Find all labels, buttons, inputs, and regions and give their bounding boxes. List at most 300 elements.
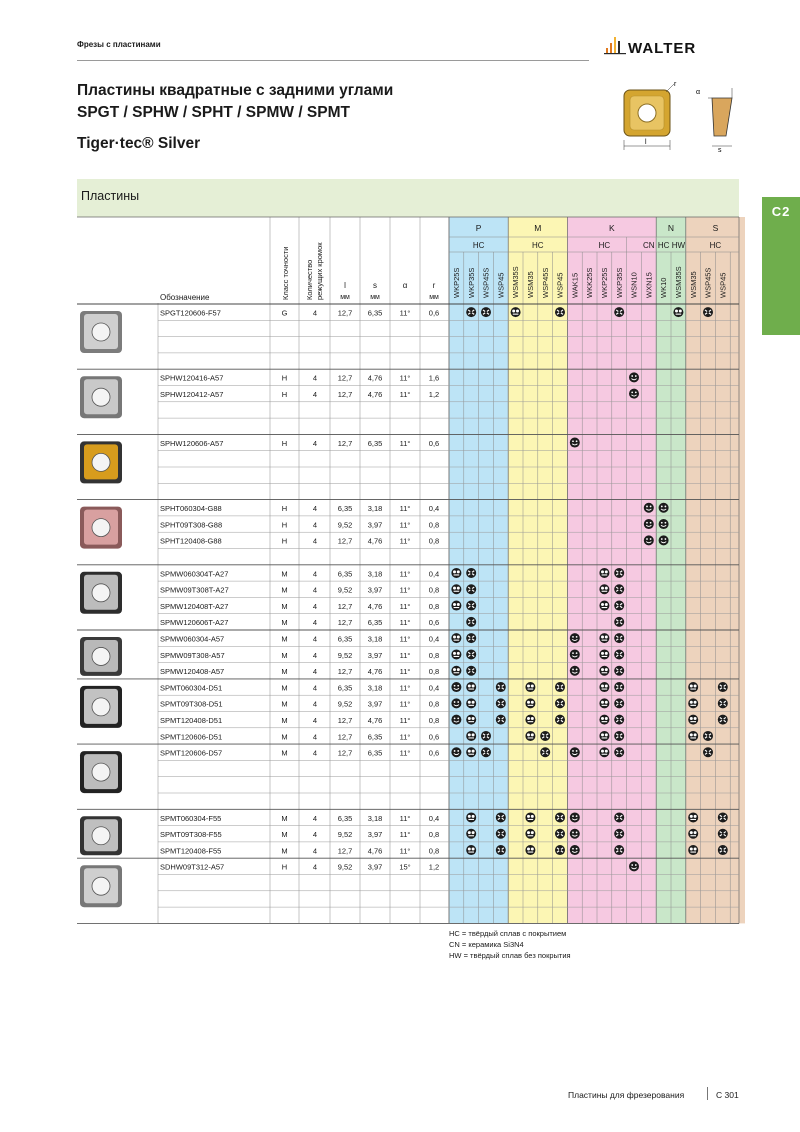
l-cell: 12,7 xyxy=(337,438,353,448)
recommendation-swirl-icon xyxy=(614,812,624,822)
edges-cell: 4 xyxy=(312,716,318,725)
recommendation-double-icon xyxy=(599,731,609,741)
r-cell: 0,8 xyxy=(428,536,440,546)
class-cell: M xyxy=(281,846,288,856)
designation-cell: SPHT120408-G88 xyxy=(160,536,222,546)
group-label-K: K xyxy=(608,223,615,233)
a-cell: 11° xyxy=(399,650,411,660)
recommendation-double-icon xyxy=(599,747,609,757)
class-cell: H xyxy=(281,438,288,448)
edges-cell: 4 xyxy=(312,667,318,677)
l-cell: 9,52 xyxy=(337,585,353,595)
recommendation-double-icon xyxy=(525,698,535,708)
column-header-edges: Количество xyxy=(305,259,314,300)
class-cell: H xyxy=(281,536,288,546)
l-cell: 6,35 xyxy=(337,813,353,823)
designation-cell: SPMT060304-F55 xyxy=(160,813,222,823)
section-title: Фрезы с пластинами xyxy=(77,40,161,49)
grade-label: WSM35S xyxy=(674,266,683,298)
column-header-a: α xyxy=(402,281,408,290)
recommendation-swirl-icon xyxy=(466,666,476,676)
recommendation-swirl-icon xyxy=(703,307,713,317)
r-cell: 0,8 xyxy=(428,846,440,856)
recommendation-swirl-icon xyxy=(614,731,624,741)
recommendation-swirl-icon xyxy=(555,812,565,822)
class-cell: H xyxy=(281,390,288,399)
designation-cell: SPMW120408T-A27 xyxy=(160,601,229,611)
brand-text: WALTER xyxy=(628,40,697,57)
class-cell: M xyxy=(281,569,288,579)
l-cell: 12,7 xyxy=(337,390,353,399)
l-cell: 12,7 xyxy=(337,846,353,856)
recommendation-swirl-icon xyxy=(466,649,476,659)
recommendation-swirl-icon xyxy=(718,682,728,692)
s-cell: 4,76 xyxy=(367,536,383,546)
a-cell: 11° xyxy=(399,504,411,514)
l-cell: 6,35 xyxy=(337,504,353,514)
grade-label: WKP25S xyxy=(600,267,609,298)
edges-cell: 4 xyxy=(312,390,318,399)
recommendation-swirl-icon xyxy=(496,829,506,839)
recommendation-double-icon xyxy=(688,698,698,708)
s-cell: 6,35 xyxy=(367,618,383,628)
grade-label: WKP35S xyxy=(614,267,624,298)
recommendation-swirl-icon xyxy=(481,731,491,741)
s-cell: 3,97 xyxy=(367,830,383,840)
column-header-l: l xyxy=(344,281,346,290)
recommendation-swirl-icon xyxy=(466,568,476,578)
recommendation-double-icon xyxy=(599,601,609,611)
grade-label: WXN15 xyxy=(644,272,654,298)
l-cell: 12,7 xyxy=(337,308,353,318)
group-label-M: M xyxy=(534,223,542,233)
recommendation-smile-icon xyxy=(451,682,461,692)
class-cell: M xyxy=(281,699,288,709)
insert-photo xyxy=(80,441,122,483)
group-sub-label: HC xyxy=(472,241,485,250)
r-cell: 0,6 xyxy=(428,308,440,318)
column-header-class: Класс точности xyxy=(281,246,290,300)
recommendation-double-icon xyxy=(451,649,461,659)
group-sub-label: HC xyxy=(598,241,611,250)
recommendation-swirl-icon xyxy=(466,601,476,611)
designation-cell: SPMT120408-D51 xyxy=(160,716,223,725)
grade-label: WK10 xyxy=(659,277,669,298)
recommendation-smile-icon xyxy=(570,438,580,448)
r-cell: 1,2 xyxy=(428,390,440,399)
r-cell: 0,8 xyxy=(428,699,440,709)
recommendation-smile-icon xyxy=(570,649,580,659)
recommendation-double-icon xyxy=(466,812,476,822)
recommendation-swirl-icon xyxy=(614,829,624,839)
a-cell: 11° xyxy=(399,438,411,448)
class-cell: M xyxy=(281,748,288,758)
insert-photo xyxy=(80,865,122,907)
recommendation-smile-icon xyxy=(629,861,639,871)
recommendation-double-icon xyxy=(466,698,476,708)
grade-label: WSP45 xyxy=(718,272,728,298)
r-cell: 0,8 xyxy=(428,830,440,840)
recommendation-smile-icon xyxy=(629,372,639,382)
recommendation-swirl-icon xyxy=(466,633,476,643)
a-cell: 11° xyxy=(399,634,411,644)
l-cell: 9,52 xyxy=(337,650,353,660)
r-cell: 0,8 xyxy=(428,716,440,725)
l-cell: 12,7 xyxy=(337,748,353,758)
recommendation-swirl-icon xyxy=(496,698,506,708)
recommendation-double-icon xyxy=(451,601,461,611)
insert-photo xyxy=(80,686,122,728)
designation-cell: SPMW09T308T-A27 xyxy=(160,585,229,595)
recommendation-double-icon xyxy=(525,829,535,839)
r-cell: 0,4 xyxy=(428,504,440,514)
designation-cell: SPMW09T308-A57 xyxy=(160,650,225,660)
grade-label: WSM35 xyxy=(526,271,535,298)
section-bar-label: Пластины xyxy=(81,189,140,203)
recommendation-double-icon xyxy=(466,682,476,692)
r-cell: 0,8 xyxy=(428,520,440,530)
class-cell: M xyxy=(281,830,288,840)
grade-label: WSP45 xyxy=(555,272,565,298)
designation-cell: SPHT060304-G88 xyxy=(160,504,222,514)
s-cell: 3,18 xyxy=(367,683,383,693)
l-cell: 9,52 xyxy=(337,830,353,840)
r-cell: 1,2 xyxy=(428,862,440,872)
recommendation-double-icon xyxy=(673,307,683,317)
r-cell: 0,4 xyxy=(428,569,440,579)
s-cell: 3,97 xyxy=(367,862,383,872)
designation-cell: SPMT120606-D57 xyxy=(160,748,223,758)
recommendation-smile-icon xyxy=(644,535,654,545)
recommendation-double-icon xyxy=(451,584,461,594)
a-cell: 11° xyxy=(399,716,411,725)
class-cell: M xyxy=(281,634,288,644)
recommendation-double-icon xyxy=(599,666,609,676)
edges-cell: 4 xyxy=(312,536,318,546)
chapter-tab-label: C2 xyxy=(771,204,791,219)
r-cell: 0,4 xyxy=(428,683,440,693)
l-cell: 12,7 xyxy=(337,716,353,725)
column-header-unit: мм xyxy=(340,294,350,301)
recommendation-swirl-icon xyxy=(614,715,624,725)
a-cell: 11° xyxy=(399,667,411,677)
recommendation-swirl-icon xyxy=(555,845,565,855)
page-title-line3: Tiger·tec® Silver xyxy=(77,135,201,152)
recommendation-smile-icon xyxy=(570,747,580,757)
class-cell: H xyxy=(281,862,288,872)
class-cell: M xyxy=(281,813,288,823)
recommendation-double-icon xyxy=(599,698,609,708)
legend-cn: CN = керамика Si3N4 xyxy=(449,940,524,949)
class-cell: H xyxy=(281,520,288,530)
s-cell: 3,97 xyxy=(367,585,383,595)
recommendation-swirl-icon xyxy=(614,584,624,594)
recommendation-double-icon xyxy=(688,715,698,725)
s-cell: 4,76 xyxy=(367,716,383,725)
a-cell: 15° xyxy=(399,862,411,872)
recommendation-swirl-icon xyxy=(614,601,624,611)
r-cell: 0,4 xyxy=(428,813,440,823)
recommendation-swirl-icon xyxy=(718,845,728,855)
recommendation-double-icon xyxy=(451,568,461,578)
recommendation-swirl-icon xyxy=(540,731,550,741)
recommendation-swirl-icon xyxy=(481,747,491,757)
edges-cell: 4 xyxy=(312,618,318,628)
recommendation-smile-icon xyxy=(644,519,654,529)
grade-label: WSP45S xyxy=(540,267,550,298)
s-cell: 6,35 xyxy=(367,748,383,758)
grade-label: WSP45 xyxy=(496,272,506,298)
r-cell: 0,6 xyxy=(428,618,440,628)
recommendation-swirl-icon xyxy=(614,617,624,627)
recommendation-double-icon xyxy=(599,649,609,659)
grade-label: WSP45S xyxy=(703,267,713,298)
recommendation-swirl-icon xyxy=(555,682,565,692)
l-cell: 6,35 xyxy=(337,569,353,579)
recommendation-double-icon xyxy=(688,829,698,839)
page-number: C 301 xyxy=(716,1090,739,1100)
insert-photo xyxy=(80,311,122,353)
edges-cell: 4 xyxy=(312,846,318,856)
grade-label: WAK15 xyxy=(570,272,580,298)
recommendation-smile-icon xyxy=(570,666,580,676)
recommendation-smile-icon xyxy=(629,389,639,399)
recommendation-smile-icon xyxy=(570,812,580,822)
designation-cell: SPMT120606-D51 xyxy=(160,732,223,742)
edges-cell: 4 xyxy=(312,504,318,514)
group-label-S: S xyxy=(712,223,719,233)
diagram-alpha-label: α xyxy=(696,89,701,96)
edges-cell: 4 xyxy=(312,748,318,758)
r-cell: 0,4 xyxy=(428,634,440,644)
recommendation-double-icon xyxy=(466,845,476,855)
group-sub-label: HW xyxy=(671,241,686,250)
a-cell: 11° xyxy=(399,846,411,856)
r-cell: 0,8 xyxy=(428,585,440,595)
l-cell: 9,52 xyxy=(337,520,353,530)
designation-cell: SPHW120416-A57 xyxy=(160,373,224,383)
recommendation-double-icon xyxy=(525,845,535,855)
edges-cell: 4 xyxy=(312,569,318,579)
l-cell: 12,7 xyxy=(337,536,353,546)
s-cell: 3,97 xyxy=(367,699,383,709)
edges-cell: 4 xyxy=(312,373,318,383)
recommendation-smile-icon xyxy=(659,503,669,513)
diagram-l-label: l xyxy=(645,139,647,146)
legend xyxy=(449,928,571,961)
recommendation-smile-icon xyxy=(659,535,669,545)
class-cell: M xyxy=(281,683,288,693)
s-cell: 4,76 xyxy=(367,601,383,611)
insert-photo xyxy=(80,572,122,614)
edges-cell: 4 xyxy=(312,732,318,742)
recommendation-double-icon xyxy=(466,829,476,839)
a-cell: 11° xyxy=(399,699,411,709)
recommendation-swirl-icon xyxy=(614,845,624,855)
designation-cell: SPMW060304-A57 xyxy=(160,634,225,644)
edges-cell: 4 xyxy=(312,699,318,709)
designation-cell: SPMT060304-D51 xyxy=(160,683,223,693)
a-cell: 11° xyxy=(399,536,411,546)
edges-cell: 4 xyxy=(312,585,318,595)
recommendation-swirl-icon xyxy=(496,682,506,692)
recommendation-swirl-icon xyxy=(614,698,624,708)
recommendation-swirl-icon xyxy=(555,698,565,708)
recommendation-swirl-icon xyxy=(614,307,624,317)
designation-cell: SPMW120408-A57 xyxy=(160,667,225,677)
class-cell: H xyxy=(281,504,288,514)
designation-cell: SPMT120408-F55 xyxy=(160,846,222,856)
class-cell: M xyxy=(281,716,288,725)
edges-cell: 4 xyxy=(312,438,318,448)
recommendation-double-icon xyxy=(599,633,609,643)
a-cell: 11° xyxy=(399,585,411,595)
s-cell: 3,97 xyxy=(367,520,383,530)
recommendation-swirl-icon xyxy=(614,682,624,692)
edges-cell: 4 xyxy=(312,520,318,530)
edges-cell: 4 xyxy=(312,308,318,318)
grade-label: WSP45S xyxy=(481,267,491,298)
class-cell: M xyxy=(281,650,288,660)
grade-label: WSM35 xyxy=(688,271,698,298)
r-cell: 0,8 xyxy=(428,601,440,611)
s-cell: 4,76 xyxy=(367,846,383,856)
recommendation-smile-icon xyxy=(570,633,580,643)
a-cell: 11° xyxy=(399,569,411,579)
recommendation-double-icon xyxy=(466,747,476,757)
recommendation-double-icon xyxy=(525,731,535,741)
l-cell: 6,35 xyxy=(337,634,353,644)
recommendation-swirl-icon xyxy=(496,812,506,822)
a-cell: 11° xyxy=(399,813,411,823)
a-cell: 11° xyxy=(399,748,411,758)
recommendation-double-icon xyxy=(688,812,698,822)
group-sub-label: CN xyxy=(643,241,655,250)
insert-photo xyxy=(80,507,122,549)
recommendation-smile-icon xyxy=(570,845,580,855)
s-cell: 4,76 xyxy=(367,667,383,677)
recommendation-swirl-icon xyxy=(703,747,713,757)
s-cell: 4,76 xyxy=(367,373,383,383)
recommendation-double-icon xyxy=(599,715,609,725)
group-sub-label: HC xyxy=(657,241,670,250)
group-sub-label: HC xyxy=(532,241,544,250)
r-cell: 1,6 xyxy=(428,373,440,383)
class-cell: M xyxy=(281,618,288,628)
r-cell: 0,8 xyxy=(428,650,440,660)
column-header-unit: мм xyxy=(429,294,439,301)
recommendation-swirl-icon xyxy=(496,845,506,855)
grade-label: WSN10 xyxy=(629,272,639,298)
a-cell: 11° xyxy=(399,830,411,840)
edges-cell: 4 xyxy=(312,862,318,872)
recommendation-double-icon xyxy=(511,307,521,317)
class-cell: G xyxy=(281,308,288,318)
column-header-edges-2: режущих кромок xyxy=(315,242,324,300)
recommendation-swirl-icon xyxy=(555,829,565,839)
insert-photo xyxy=(80,751,122,793)
class-cell: H xyxy=(281,373,288,383)
s-cell: 3,18 xyxy=(367,569,383,579)
grade-label: WSM35S xyxy=(511,266,521,298)
recommendation-double-icon xyxy=(451,666,461,676)
a-cell: 11° xyxy=(399,618,411,628)
s-cell: 6,35 xyxy=(367,438,383,448)
recommendation-swirl-icon xyxy=(614,747,624,757)
class-cell: M xyxy=(281,601,288,611)
class-cell: M xyxy=(281,667,288,677)
recommendation-swirl-icon xyxy=(466,617,476,627)
recommendation-swirl-icon xyxy=(481,307,491,317)
recommendation-swirl-icon xyxy=(614,649,624,659)
recommendation-swirl-icon xyxy=(555,715,565,725)
l-cell: 9,52 xyxy=(337,699,353,709)
l-cell: 6,35 xyxy=(337,683,353,693)
insert-photo xyxy=(80,637,122,676)
diagram-s-label: s xyxy=(718,147,722,154)
l-cell: 12,7 xyxy=(337,732,353,742)
group-sub-label: HC xyxy=(709,241,722,250)
recommendation-smile-icon xyxy=(659,519,669,529)
column-header-r: r xyxy=(432,281,436,290)
r-cell: 0,6 xyxy=(428,732,440,742)
recommendation-swirl-icon xyxy=(718,698,728,708)
recommendation-double-icon xyxy=(599,568,609,578)
r-cell: 0,6 xyxy=(428,748,440,758)
s-cell: 4,76 xyxy=(367,390,383,399)
grade-label: WKP25S xyxy=(452,267,461,298)
s-cell: 6,35 xyxy=(367,308,383,318)
recommendation-double-icon xyxy=(466,715,476,725)
column-header-s: s xyxy=(373,281,377,290)
insert-photo xyxy=(80,816,122,855)
edges-cell: 4 xyxy=(312,634,318,644)
recommendation-double-icon xyxy=(466,731,476,741)
legend-hc: HC = твёрдый сплав с покрытием xyxy=(449,929,567,938)
s-cell: 6,35 xyxy=(367,732,383,742)
class-cell: M xyxy=(281,732,288,742)
recommendation-smile-icon xyxy=(570,829,580,839)
a-cell: 11° xyxy=(399,601,411,611)
page-title-line2: SPGT / SPHW / SPHT / SPMW / SPMT xyxy=(77,104,350,121)
recommendation-swirl-icon xyxy=(496,715,506,725)
s-cell: 3,18 xyxy=(367,634,383,644)
recommendation-double-icon xyxy=(525,682,535,692)
a-cell: 11° xyxy=(399,520,411,530)
recommendation-double-icon xyxy=(599,584,609,594)
l-cell: 12,7 xyxy=(337,667,353,677)
recommendation-smile-icon xyxy=(451,715,461,725)
l-cell: 12,7 xyxy=(337,618,353,628)
recommendation-double-icon xyxy=(688,845,698,855)
s-cell: 3,18 xyxy=(367,504,383,514)
designation-cell: SPMT09T308-F55 xyxy=(160,830,222,840)
recommendation-swirl-icon xyxy=(540,747,550,757)
designation-cell: SPHT09T308-G88 xyxy=(160,520,223,530)
recommendation-swirl-icon xyxy=(614,666,624,676)
recommendation-double-icon xyxy=(599,682,609,692)
recommendation-swirl-icon xyxy=(555,307,565,317)
recommendation-swirl-icon xyxy=(466,307,476,317)
column-header-designation: Обозначение xyxy=(160,293,210,302)
edges-cell: 4 xyxy=(312,813,318,823)
designation-cell: SPHW120606-A57 xyxy=(160,438,224,448)
class-cell: M xyxy=(281,585,288,595)
footer-text: Пластины для фрезерования xyxy=(568,1090,685,1100)
edges-cell: 4 xyxy=(312,650,318,660)
designation-cell: SPHW120412-A57 xyxy=(160,390,224,399)
group-label-N: N xyxy=(667,223,675,233)
